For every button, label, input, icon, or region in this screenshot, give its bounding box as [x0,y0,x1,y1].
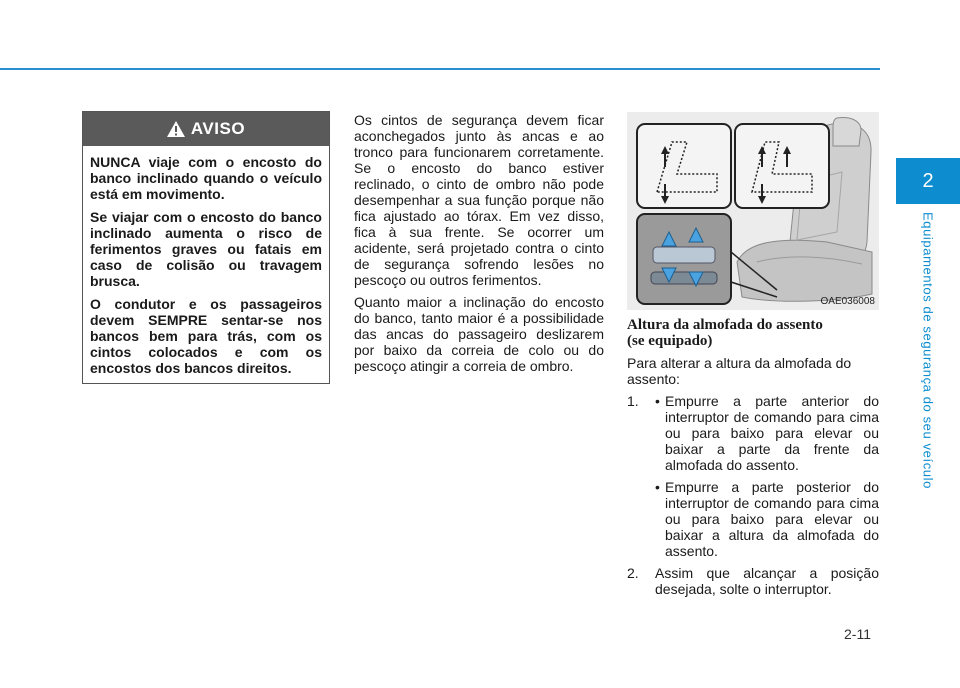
warning-triangle-icon [167,121,185,137]
header-rule [0,68,880,70]
chapter-tab [896,158,960,204]
warning-paragraph: Se viajar com o encosto do banco inclinado aumenta o risco de ferimentos graves ou fatais em caso de colisão ou travagem brusca. [90,209,322,289]
middle-column [354,112,604,380]
step-text: Assim que alcançar a posição desejada, solte o interruptor. [655,565,879,597]
right-column [627,317,879,603]
section-title-line: Altura da almofada do assento [627,317,823,333]
section-title-line: (se equipado) [627,333,713,349]
warning-heading: AVISO [190,119,246,138]
step-2 [627,565,879,597]
step-bullet [655,479,879,559]
page-number: 2-11 [844,626,871,642]
warning-header [83,112,329,146]
chapter-title: Equipamentos de segurança do seu veículo [920,212,936,489]
bullet-mark: • [655,479,660,495]
section-intro: Para alterar a altura da almofada do assento: [627,355,852,387]
seat-adjustment-figure [627,112,879,310]
warning-paragraph: O condutor e os passageiros devem SEMPRE sentar-se nos bancos bem para trás, com os cintos colocados e com os encostos dos bancos direitos. [90,296,322,376]
bullet-text: Empurre a parte anterior do interruptor de comando para cima ou para baixo para elevar ou baixar a parte da frente da almofada do assento. [665,393,879,473]
warning-body [83,146,329,376]
step-1 [627,393,879,559]
warning-box [82,111,330,384]
bullet-mark: • [655,393,660,409]
figure-code: OAE036008 [820,296,875,307]
bullet-text: Empurre a parte posterior do interruptor de comando para cima ou para baixo para elevar ou baixar a altura da almofada do assento. [665,479,879,559]
step-bullet [655,393,879,473]
seat-illustration [627,112,879,310]
step-number: 2. [627,565,639,581]
warning-paragraph: NUNCA viaje com o encosto do banco inclinado quando o veículo está em movimento. [90,154,322,202]
step-number: 1. [627,393,639,409]
section-title [627,317,879,349]
chapter-number: 2 [922,169,934,192]
body-paragraph: Os cintos de segurança devem ficar aconchegados junto às ancas e ao tronco para funcionarem corretamente. Se o encosto do banco estiver reclinado, o cinto de ombro não pode desempenhar a sua função porque não fica ajustado ao tórax. Em vez disso, fica à sua frente. Se ocorrer um acidente, será projetado contra o cinto de segurança sofrendo lesões no pescoço ou outros ferimentos. [354,112,604,288]
body-paragraph: Quanto maior a inclinação do encosto do banco, tanto maior é a possibilidade das ancas do passageiro deslizarem por baixo da correia de colo ou do pescoço atingir a correia de ombro. [354,294,604,374]
